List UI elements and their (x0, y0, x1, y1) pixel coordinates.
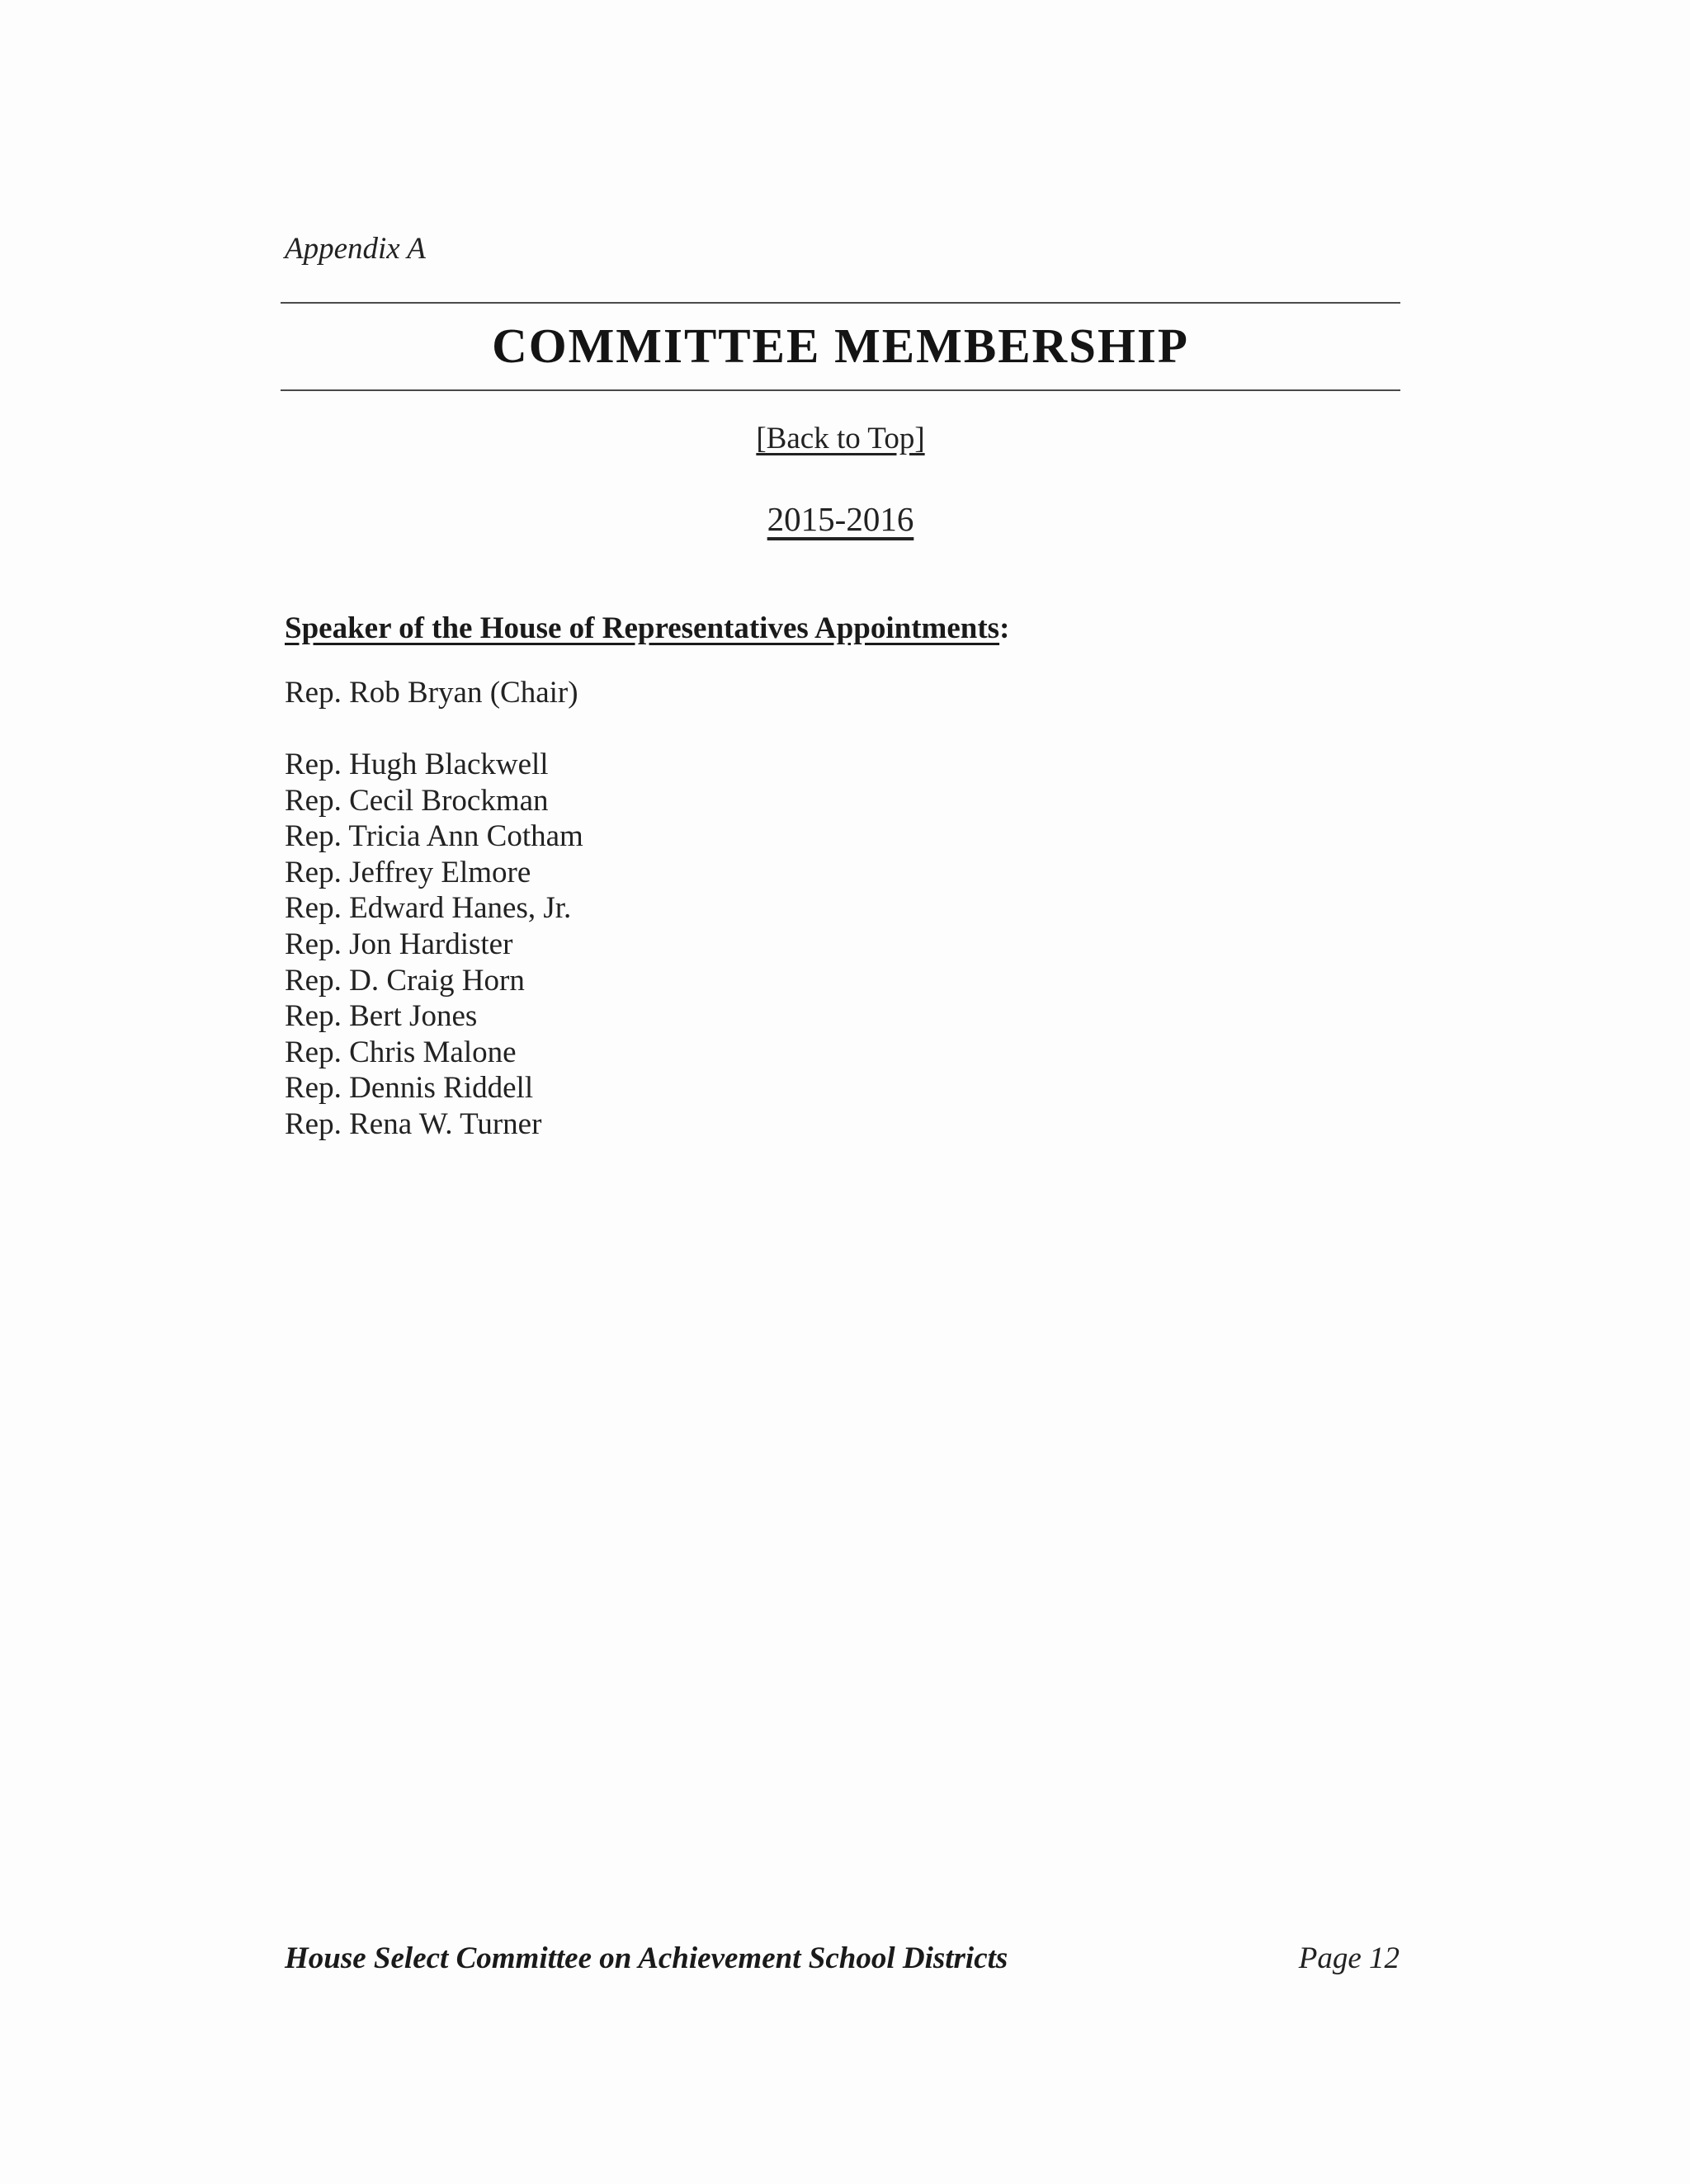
member-item: Rep. Jeffrey Elmore (285, 855, 531, 889)
member-item: Rep. Bert Jones (285, 999, 478, 1034)
appendix-label: Appendix A (285, 232, 426, 266)
footer-committee-name: House Select Committee on Achievement School Districts (285, 1941, 1008, 1975)
member-item: Rep. Rena W. Turner (285, 1106, 542, 1141)
session-years-text: 2015-2016 (767, 500, 914, 538)
member-item: Rep. Tricia Ann Cotham (285, 819, 583, 854)
title-rule-top (281, 302, 1400, 304)
page-title: COMMITTEE MEMBERSHIP (492, 318, 1189, 373)
member-item: Rep. D. Craig Horn (285, 963, 525, 998)
member-item: Rep. Hugh Blackwell (285, 748, 549, 781)
member-item: Rep. Edward Hanes, Jr. (285, 891, 572, 926)
title-rule-bottom (281, 389, 1400, 391)
back-to-top-link[interactable]: [Back to Top] (756, 422, 925, 455)
session-years (281, 499, 1400, 539)
member-item: Rep. Cecil Brockman (285, 783, 549, 818)
back-to-top (281, 421, 1400, 456)
footer-page-number: Page 12 (1298, 1941, 1400, 1975)
section-heading-text: Speaker of the House of Representatives Appointments (285, 611, 1000, 645)
member-item: Rep. Jon Hardister (285, 927, 513, 961)
member-item: Rep. Chris Malone (285, 1035, 517, 1069)
section-heading-colon: : (999, 611, 1010, 645)
committee-chair: Rep. Rob Bryan (Chair) (285, 676, 578, 710)
member-list (285, 747, 583, 1143)
member-item: Rep. Dennis Riddell (285, 1071, 534, 1106)
section-heading (285, 611, 1009, 646)
